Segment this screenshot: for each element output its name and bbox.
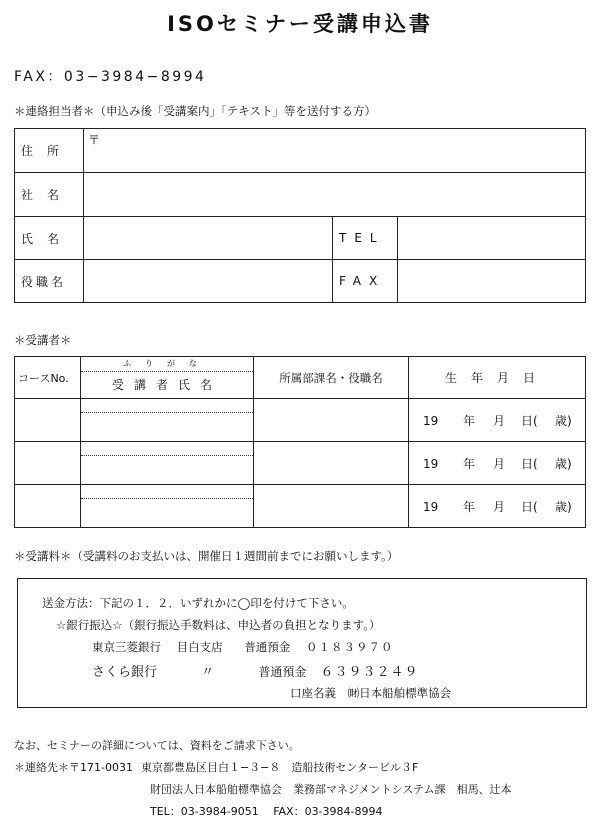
course-no-field[interactable]	[15, 442, 81, 485]
address-label: 住所	[15, 129, 84, 173]
attendee-name-field[interactable]	[81, 399, 254, 442]
payment-method: 送金方法：下記の１．２．いずれかに◯印を付けて下さい。	[42, 596, 354, 610]
fax-field[interactable]	[398, 260, 586, 303]
bank2-type: 普通預金	[258, 665, 307, 679]
birth-header: 生年月日	[409, 357, 586, 399]
dept-field[interactable]	[254, 442, 409, 485]
furigana-header: ふりがな	[81, 357, 253, 372]
contact-note: （申込み後「受講案内」「テキスト」等を送付する方）	[94, 104, 377, 118]
course-no-field[interactable]	[15, 485, 81, 528]
dept-field[interactable]	[254, 485, 409, 528]
postal-mark: 〒	[88, 133, 101, 147]
birth-era: 19	[423, 456, 439, 471]
bank2-row	[92, 661, 418, 680]
birth-era: 19	[423, 413, 439, 428]
name-header	[81, 357, 254, 399]
bank1-name: 東京三菱銀行	[92, 640, 161, 654]
address-field[interactable]	[84, 129, 586, 173]
fee-section-heading	[14, 548, 398, 564]
attendee-name-field[interactable]	[81, 442, 254, 485]
birth-day: 日(	[521, 456, 538, 471]
footer-phones: TEL：03-3984-9051 FAX：03-3984-8994	[150, 805, 383, 818]
attendee-row	[15, 442, 586, 485]
footer-org: 財団法人日本船舶標準協会 業務部マネジメントシステム課 相馬、辻本	[150, 783, 512, 796]
course-no-header: コースNo.	[15, 357, 81, 399]
footer-contact-label: ＊連絡先＊〒171-0031	[14, 761, 133, 774]
header-fax: FAX：03−3984−8994	[14, 69, 207, 85]
fee-heading: ＊受講料＊	[14, 549, 72, 563]
birth-day: 日(	[521, 499, 538, 514]
course-no-field[interactable]	[15, 399, 81, 442]
page-title: ISOセミナー受講申込書	[167, 12, 433, 36]
account-name-label: 口座名義	[290, 686, 336, 700]
birth-month: 月	[493, 499, 506, 514]
dept-header: 所属部課名・役職名	[254, 357, 409, 399]
bank2-number: ６３９３２４９	[320, 665, 419, 680]
footer-contact	[14, 759, 418, 775]
name-label: 氏名	[15, 217, 84, 260]
bank1-number: ０１８３９７０	[305, 640, 394, 654]
company-field[interactable]	[84, 173, 586, 217]
attendee-row	[15, 399, 586, 442]
bank1-type: 普通預金	[244, 640, 291, 654]
bank-transfer-note: ☆銀行振込☆（銀行振込手数料は、申込者の負担となります。）	[56, 618, 381, 632]
attendee-name-field[interactable]	[81, 485, 254, 528]
bank2-name: さくら銀行	[92, 665, 158, 680]
fax-label: FAX	[333, 260, 398, 303]
fee-note: （受講料のお支払いは、開催日１週間前までにお願いします。）	[71, 549, 399, 563]
birth-age: 歳)	[555, 456, 572, 471]
birth-year: 年	[463, 456, 476, 471]
company-label: 社名	[15, 173, 84, 217]
footer-note: なお、セミナーの詳細については、資料をご請求下さい。	[14, 739, 300, 752]
account-name: ㈶日本船舶標準協会	[347, 686, 452, 700]
contact-section-heading	[14, 103, 376, 119]
name-field[interactable]	[84, 217, 333, 260]
birth-field[interactable]	[409, 485, 586, 528]
footer-address: 東京都豊島区目白１−３−８ 造船技術センタービル３F	[140, 761, 419, 774]
contact-table	[14, 128, 586, 303]
attendee-name-header: 受講者氏名	[111, 378, 222, 392]
birth-year: 年	[463, 413, 476, 428]
birth-month: 月	[493, 456, 506, 471]
birth-age: 歳)	[555, 413, 572, 428]
bank1-branch: 目白支店	[176, 640, 223, 654]
bank2-branch: 〃	[201, 665, 215, 680]
birth-day: 日(	[521, 413, 538, 428]
attendee-section-heading: ＊受講者＊	[14, 333, 72, 347]
birth-era: 19	[423, 499, 439, 514]
birth-year: 年	[463, 499, 476, 514]
birth-age: 歳)	[555, 499, 572, 514]
tel-label: TEL	[333, 217, 398, 260]
title-field[interactable]	[84, 260, 333, 303]
birth-month: 月	[493, 413, 506, 428]
dept-field[interactable]	[254, 399, 409, 442]
tel-field[interactable]	[398, 217, 586, 260]
title-label: 役職名	[15, 260, 84, 303]
attendee-row	[15, 485, 586, 528]
fee-box	[17, 578, 587, 708]
birth-field[interactable]	[409, 399, 586, 442]
attendee-table	[14, 356, 586, 528]
birth-field[interactable]	[409, 442, 586, 485]
contact-heading: ＊連絡担当者＊	[14, 104, 95, 118]
account-name-row	[290, 685, 451, 701]
bank1-row	[92, 639, 393, 655]
